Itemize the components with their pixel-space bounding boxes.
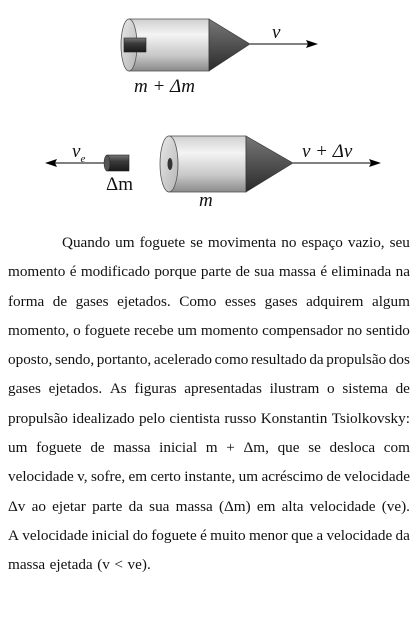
- paragraph-word: é: [69, 263, 77, 281]
- paragraph-word: do: [132, 526, 148, 544]
- paragraph-word: ejetada: [49, 556, 93, 574]
- paragraph-word: recebe: [133, 321, 174, 339]
- paragraph-word: instante,: [184, 468, 236, 486]
- paragraph-word: foguete: [139, 234, 186, 251]
- paragraph-word: velocidade: [309, 497, 376, 515]
- paragraph-line: [8, 374, 410, 403]
- paragraph-word: que: [291, 526, 314, 544]
- paragraph-word: (ve).: [381, 497, 410, 515]
- paragraph-word: massa: [113, 439, 151, 457]
- paragraph-word: russo: [224, 409, 257, 427]
- ejected-mass: [45, 155, 129, 171]
- paragraph-word: em: [256, 497, 276, 515]
- paragraph-word: da: [395, 526, 410, 544]
- paragraph-word: menor: [248, 526, 288, 544]
- paragraph-line: [8, 228, 410, 257]
- paragraph-word: pelo: [138, 409, 166, 427]
- paragraph-word: desloca: [329, 439, 376, 457]
- paragraph-line: [8, 257, 410, 286]
- paragraph-word: inicial: [159, 439, 198, 457]
- paragraph-word: idealizado: [72, 409, 135, 427]
- paragraph-word: de: [326, 468, 341, 486]
- paragraph-word: sua: [149, 497, 170, 515]
- paragraph-word: muito: [210, 526, 246, 544]
- paragraph-word: seu: [389, 234, 410, 251]
- paragraph-word: As: [109, 380, 127, 398]
- paragraph-word: Δv: [8, 497, 26, 515]
- paragraph-word: cientista: [169, 409, 221, 427]
- paragraph-word: de: [52, 292, 68, 310]
- ejected-mass-label: Δm: [106, 174, 133, 195]
- paragraph-word: acelerado: [153, 351, 213, 369]
- paragraph-word: da: [309, 351, 324, 369]
- top-mass-label: m + Δm: [134, 76, 195, 97]
- paragraph-line: [8, 316, 410, 345]
- paragraph-line: [8, 345, 410, 374]
- paragraph-word: <: [114, 556, 123, 574]
- paragraph-word: de: [395, 380, 410, 398]
- paragraph-word: massa: [8, 556, 46, 574]
- paragraph-word: momento,: [8, 321, 70, 339]
- paragraph-word: modificado: [80, 263, 150, 281]
- paragraph-word: massa: [278, 263, 316, 281]
- paragraph-word: velocidade: [344, 468, 410, 486]
- paragraph-line: [8, 462, 410, 491]
- paragraph-word: movimenta: [207, 234, 277, 251]
- paragraph-word: se: [190, 234, 203, 251]
- paragraph-word: eliminada: [331, 263, 392, 281]
- paragraph-word: um: [8, 439, 28, 457]
- paragraph-word: foguete: [151, 526, 197, 544]
- paragraph-word: que: [277, 439, 300, 457]
- paragraph-word: A: [8, 526, 19, 544]
- paragraph-word: parte: [92, 497, 123, 515]
- bottom-mass-label: m: [199, 190, 213, 211]
- paragraph-word: é: [200, 526, 207, 544]
- paragraph-word: ejetados.: [48, 380, 103, 398]
- paragraph-word: no: [281, 234, 297, 251]
- paragraph-word: v,: [77, 468, 88, 486]
- paragraph-word: velocidade: [22, 526, 89, 544]
- paragraph-line: [8, 492, 410, 521]
- paragraph-word: parte: [200, 263, 232, 281]
- top-rocket: [121, 19, 318, 71]
- paragraph-word: portanto,: [96, 351, 152, 369]
- paragraph-word: ve).: [127, 556, 151, 574]
- paragraph-word: o: [327, 380, 335, 398]
- paragraph-word: em: [128, 468, 148, 486]
- paragraph-word: no: [346, 321, 363, 339]
- paragraph-word: (v: [97, 556, 110, 574]
- paragraph-word: gases: [75, 292, 109, 310]
- paragraph-word: Δm,: [243, 439, 269, 457]
- paragraph-word: adquirem: [306, 292, 364, 310]
- paragraph-word: sua: [254, 263, 275, 281]
- paragraph-word: espaço: [301, 234, 343, 251]
- paragraph-word: é: [320, 263, 328, 281]
- paragraph-line: [8, 521, 410, 550]
- paragraph-word: a: [316, 526, 324, 544]
- paragraph-word: ao: [31, 497, 46, 515]
- bottom-velocity-label: v + Δv: [302, 141, 353, 162]
- paragraph-word: com: [383, 439, 410, 457]
- paragraph-word: de: [235, 263, 250, 281]
- paragraph-word: um: [238, 468, 259, 486]
- paragraph-word: sentido: [366, 321, 410, 339]
- paragraph-word: +: [226, 439, 235, 457]
- paragraph-word: se: [308, 439, 321, 457]
- paragraph-word: vazio,: [347, 234, 385, 251]
- paragraph-word: forma: [8, 292, 45, 310]
- paragraph-word: Konstantin: [260, 409, 328, 427]
- body-paragraph: [8, 228, 410, 580]
- paragraph-word: oposto,: [8, 351, 53, 369]
- paragraph-word: porque: [154, 263, 197, 281]
- paragraph-word: um: [115, 234, 135, 251]
- paragraph-word: (Δm): [218, 497, 251, 515]
- exhaust-velocity-label: $v_e$: [72, 141, 86, 165]
- paragraph-word: ejetados.: [117, 292, 171, 310]
- paragraph-line: [8, 404, 410, 433]
- paragraph-word: alta: [281, 497, 304, 515]
- paragraph-word: resultado: [251, 351, 307, 369]
- paragraph-word: apresentadas: [184, 380, 262, 398]
- paragraph-word: inicial: [91, 526, 130, 544]
- paragraph-word: sistema: [342, 380, 388, 398]
- paragraph-word: sofre,: [90, 468, 126, 486]
- paragraph-word: acréscimo: [261, 468, 324, 486]
- rocket-diagram: [0, 0, 416, 215]
- paragraph-word: gases: [264, 292, 298, 310]
- paragraph-word: Tsiolkovsky:: [331, 409, 410, 427]
- paragraph-word: propulsão: [326, 351, 387, 369]
- paragraph-word: certo: [150, 468, 181, 486]
- paragraph-word: figuras: [134, 380, 177, 398]
- paragraph-word: ilustram: [269, 380, 320, 398]
- top-velocity-label: v: [272, 22, 281, 43]
- paragraph-word: algum: [371, 292, 410, 310]
- paragraph-word: ejetar: [52, 497, 86, 515]
- rocket-propulsion-figure: [0, 0, 416, 215]
- top-rocket-fuel-block: [124, 38, 146, 52]
- paragraph-word: Como: [179, 292, 217, 310]
- paragraph-word: como: [214, 351, 249, 369]
- paragraph-word: gases: [8, 380, 41, 398]
- paragraph-word: dos: [388, 351, 410, 369]
- paragraph-word: um: [177, 321, 197, 339]
- paragraph-word: foguete: [36, 439, 82, 457]
- paragraph-word: momento: [200, 321, 259, 339]
- paragraph-line: [8, 550, 410, 579]
- paragraph-word: propulsão: [8, 409, 68, 427]
- paragraph-line: [8, 433, 410, 462]
- paragraph-word: na: [395, 263, 410, 281]
- paragraph-word: compensador: [262, 321, 344, 339]
- paragraph-word: esses: [224, 292, 257, 310]
- paragraph-word: foguete: [84, 321, 131, 339]
- paragraph-word: velocidade: [326, 526, 393, 544]
- paragraph-line: [8, 287, 410, 316]
- paragraph-word: de: [90, 439, 105, 457]
- paragraph-word: m: [205, 439, 218, 457]
- paragraph-word: da: [128, 497, 143, 515]
- paragraph-word: sendo,: [54, 351, 95, 369]
- paragraph-word: momento: [8, 263, 66, 281]
- paragraph-word: velocidade: [8, 468, 74, 486]
- paragraph-word: o: [73, 321, 81, 339]
- paragraph-word: massa: [175, 497, 213, 515]
- paragraph-word: Quando: [62, 234, 111, 251]
